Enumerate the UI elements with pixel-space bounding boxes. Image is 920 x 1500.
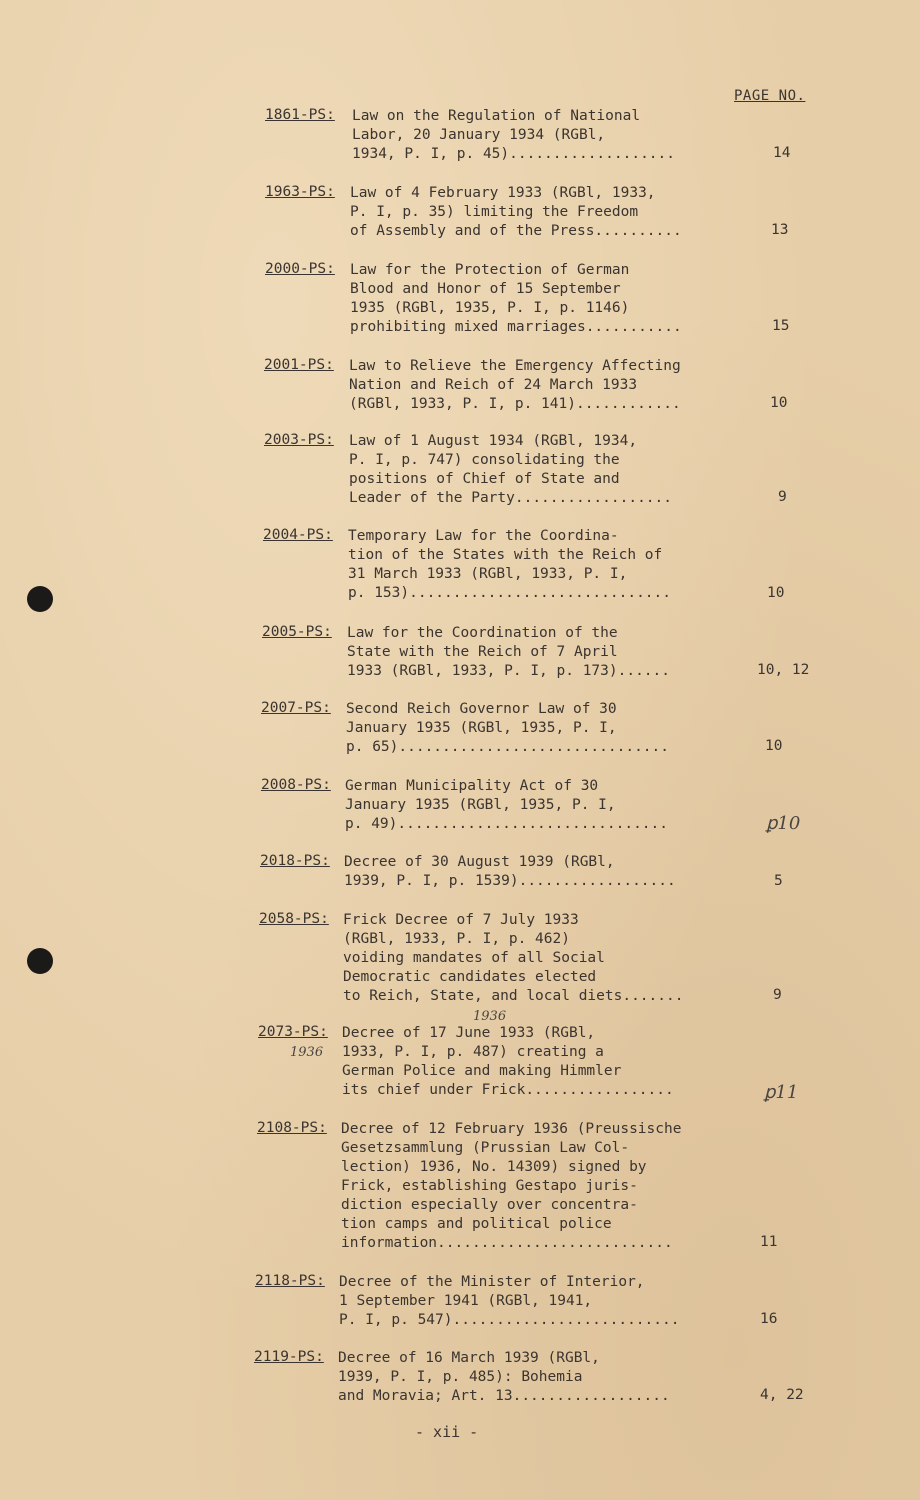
document-code: 2118-PS: bbox=[255, 1273, 325, 1289]
document-description: Decree of 17 June 1933 (RGBl, 1933, P. I, p. 487) creating a German Police and making Himmler its chief under Frick................. bbox=[342, 1025, 674, 1098]
page-reference: 16 bbox=[760, 1311, 778, 1327]
page-reference: 5 bbox=[774, 873, 783, 889]
document-code: 2003-PS: bbox=[264, 432, 334, 448]
page-number-column-header: PAGE NO. bbox=[734, 88, 806, 104]
document-code: 2008-PS: bbox=[261, 777, 331, 793]
handwritten-page-reference: ꝑ10 bbox=[766, 813, 801, 834]
page-reference: 11 bbox=[760, 1234, 778, 1250]
document-description: Decree of 16 March 1939 (RGBl, 1939, P. I, p. 485): Bohemia and Moravia; Art. 13.................. bbox=[338, 1350, 670, 1404]
document-code: 2007-PS: bbox=[261, 700, 331, 716]
document-description: Law of 4 February 1933 (RGBl, 1933, P. I, p. 35) limiting the Freedom of Assembly and of the Press.......... bbox=[350, 185, 682, 239]
document-code: 1963-PS: bbox=[265, 184, 335, 200]
page-reference: 9 bbox=[773, 987, 782, 1003]
page-reference: 4, 22 bbox=[760, 1387, 804, 1403]
document-code: 2058-PS: bbox=[259, 911, 329, 927]
document-code: 2001-PS: bbox=[264, 357, 334, 373]
document-description: Law of 1 August 1934 (RGBl, 1934, P. I, p. 747) consolidating the positions of Chief of State and Leader of the Party.................. bbox=[349, 433, 673, 506]
document-description: German Municipality Act of 30 January 1935 (RGBl, 1935, P. I, p. 49)............................... bbox=[345, 778, 669, 832]
page-reference: 13 bbox=[771, 222, 789, 238]
page-reference: 14 bbox=[773, 145, 791, 161]
document-description: Law on the Regulation of National Labor, 20 January 1934 (RGBl, 1934, P. I, p. 45)................... bbox=[352, 108, 676, 162]
page-footer-number: - xii - bbox=[415, 1423, 479, 1441]
document-code: 2004-PS: bbox=[263, 527, 333, 543]
document-code: 2073-PS: bbox=[258, 1024, 328, 1040]
punch-hole bbox=[27, 586, 53, 612]
handwritten-correction: 1936 bbox=[290, 1045, 324, 1060]
document-code: 2119-PS: bbox=[254, 1349, 324, 1365]
page-reference: 10, 12 bbox=[757, 662, 810, 678]
page-reference: 15 bbox=[772, 318, 790, 334]
page-reference: 10 bbox=[770, 395, 788, 411]
page-reference: 9 bbox=[778, 489, 787, 505]
page-reference: 10 bbox=[765, 738, 783, 754]
document-description: Law for the Protection of German Blood and Honor of 15 September 1935 (RGBl, 1935, P. I, p. 1146) prohibiting mixed marriages........... bbox=[350, 262, 682, 335]
page-reference: 10 bbox=[767, 585, 785, 601]
document-description: Law for the Coordination of the State with the Reich of 7 April 1933 (RGBl, 1933, P. I, p. 173)...... bbox=[347, 625, 671, 679]
document-description: Temporary Law for the Coordina- tion of the States with the Reich of 31 March 1933 (RGBl, 1933, P. I, p. 153).............................. bbox=[348, 528, 672, 601]
punch-hole bbox=[27, 948, 53, 974]
document-description: Decree of 12 February 1936 (Preussische Gesetzsammlung (Prussian Law Col- lection) 1936, No. 14309) signed by Frick, establishing Gestapo juris- diction especially over concentra- tion camps and political police information........................... bbox=[341, 1121, 682, 1251]
document-description: Decree of 30 August 1939 (RGBl, 1939, P. I, p. 1539).................. bbox=[344, 854, 676, 889]
document-code: 2005-PS: bbox=[262, 624, 332, 640]
document-description: Law to Relieve the Emergency Affecting Nation and Reich of 24 March 1933 (RGBl, 1933, P. I, p. 141)............ bbox=[349, 358, 681, 412]
document-description: Second Reich Governor Law of 30 January 1935 (RGBl, 1935, P. I, p. 65)............................... bbox=[346, 701, 670, 755]
document-code: 2000-PS: bbox=[265, 261, 335, 277]
handwritten-page-reference: ꝑ11 bbox=[764, 1082, 799, 1103]
handwritten-correction: 1936 bbox=[473, 1009, 507, 1024]
document-code: 2108-PS: bbox=[257, 1120, 327, 1136]
document-description: Frick Decree of 7 July 1933 (RGBl, 1933, P. I, p. 462) voiding mandates of all Social Democratic candidates elected to Reich, State, and local diets....... bbox=[343, 912, 684, 1004]
document-code: 1861-PS: bbox=[265, 107, 335, 123]
document-description: Decree of the Minister of Interior, 1 September 1941 (RGBl, 1941, P. I, p. 547).......................... bbox=[339, 1274, 680, 1328]
document-code: 2018-PS: bbox=[260, 853, 330, 869]
